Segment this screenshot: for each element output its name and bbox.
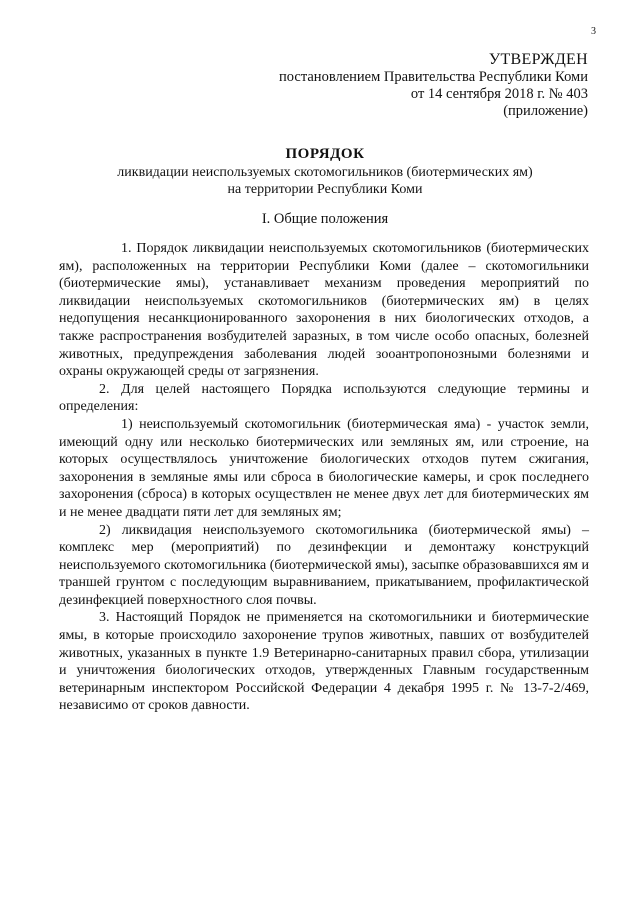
document-subtitle: на территории Республики Коми — [227, 182, 423, 197]
approval-block — [279, 50, 588, 120]
paragraph: 3. Настоящий Порядок не применяется на скотомогильники и биотермические ямы, в которые происходило захоронение трупов животных, павших от возбудителей животных, указанных в пункте 1.9 Ветеринарно-санитарных правил сбора, утилизации и уничтожения биологических отходов, утвержденных Главным государственным ветеринарным инспектором Российской Федерации 4 декабря 1995 г. № 13-7-2/469, независимо от сроков давности. — [59, 610, 589, 714]
paragraph: 1) неиспользуемый скотомогильник (биотермическая яма) - участок земли, имеющий одну или несколько биотермических или земляных ям, или строение, на которых осуществлялось уничтожение биологических отходов путем сжигания, захоронения в земляные ямы или сброса в биологические камеры, и срок последнего захоронения (сброса) в которых осуществлен не менее двух лет для биотермических ям и не менее двадцати пяти лет для земляных ям; — [59, 416, 589, 520]
document-subtitle: ликвидации неиспользуемых скотомогильников (биотермических ям) — [117, 164, 533, 180]
section-heading: I. Общие положения — [261, 211, 389, 227]
page-number: 3 — [591, 26, 596, 37]
paragraph: 2. Для целей настоящего Порядка используются следующие термины и определения: — [59, 381, 589, 415]
document-title: ПОРЯДОК — [285, 146, 365, 162]
approval-line: (приложение) — [503, 103, 588, 119]
approval-line: постановлением Правительства Республики Коми — [279, 69, 588, 85]
approval-heading: УТВЕРЖДЕН — [488, 51, 588, 68]
document-body — [59, 240, 589, 715]
paragraph: 1. Порядок ликвидации неиспользуемых скотомогильников (биотермических ям), расположенных на территории Республики Коми (далее – скотомогильники (биотермические ямы), устанавливает механизм проведения мероприятий по ликвидации неиспользуемых скотомогильников (биотермических ям) в целях недопущения несанкционированного захоронения в них биологических отходов, а также распространения возбудителей заразных, в том числе особо опасных, болезней животных, предупреждения заболевания людей зооантропонозными болезнями и охраны окружающей среды от загрязнения. — [59, 241, 589, 380]
document-title-block — [60, 146, 590, 199]
paragraph: 2) ликвидация неиспользуемого скотомогильника (биотермической ямы) – комплекс мер (мероприятий) по дезинфекции и демонтажу конструкций неиспользуемого скотомогильника (биотермической ямы), засыпке образовавшихся ям и траншей грунтом с последующим выравниванием, прикатыванием, профилактической дезинфекцией поверхностного слоя почвы. — [59, 522, 589, 608]
approval-line: от 14 сентября 2018 г. № 403 — [410, 86, 588, 102]
